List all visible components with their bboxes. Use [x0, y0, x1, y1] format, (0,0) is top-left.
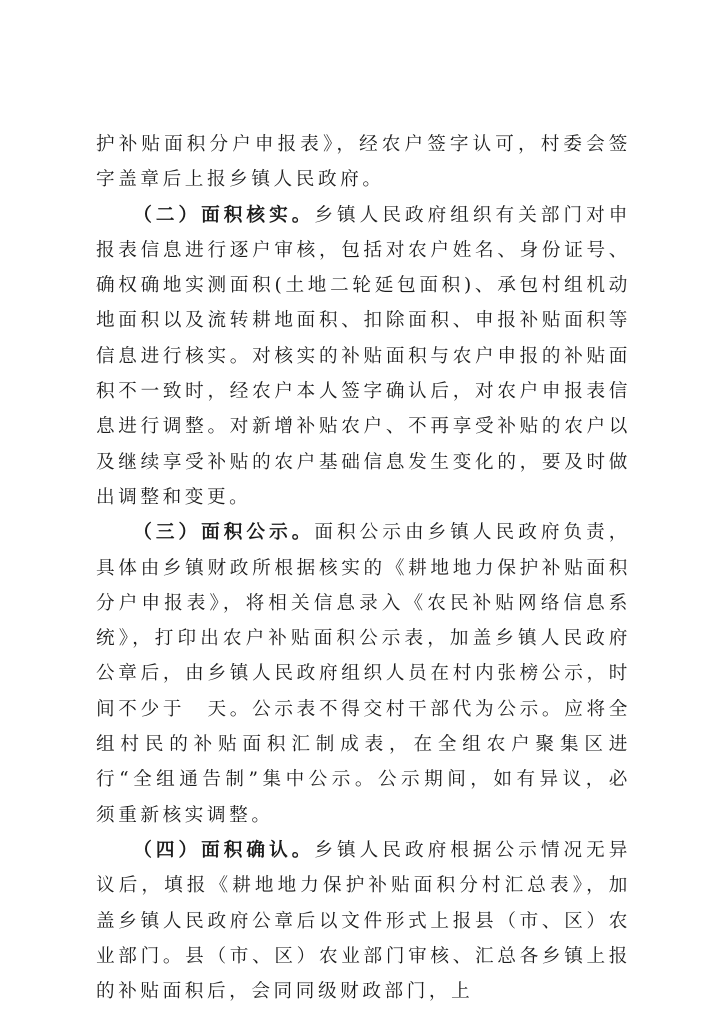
paragraph-1 — [96, 127, 631, 198]
paragraph-3 — [96, 515, 631, 833]
paragraph-3-heading: （三）面积公示。 — [133, 522, 315, 544]
paragraph-4-text: 乡镇人民政府根据公示情况无异议后，填报《耕地地力保护补贴面积分村汇总表》，加盖乡镇人民政府公章后以文件形式上报县（市、区）农业部门。县（市、区）农业部门审核、汇总各乡镇上报的补贴面积后，会同同级财政部门，上 — [96, 839, 631, 1003]
paragraph-4 — [96, 833, 631, 1009]
paragraph-2 — [96, 198, 631, 516]
paragraph-2-heading: （二）面积核实。 — [133, 204, 315, 226]
paragraph-3-text: 面积公示由乡镇人民政府负责，具体由乡镇财政所根据核实的《耕地地力保护补贴面积分户申报表》，将相关信息录入《农民补贴网络信息系统》，打印出农户补贴面积公示表，加盖乡镇人民政府公章后，由乡镇人民政府组织人员在村内张榜公示，时间不少于 天。公示表不得交村干部代为公示。应将全组村民的补贴面积汇制成表，在全组农户聚集区进行“全组通告制”集中公示。公示期间，如有异议，必须重新核实调整。 — [96, 522, 631, 826]
paragraph-2-text: 乡镇人民政府组织有关部门对申报表信息进行逐户审核，包括对农户姓名、身份证号、确权确地实测面积(土地二轮延包面积)、承包村组机动地面积以及流转耕地面积、扣除面积、申报补贴面积等信息进行核实。对核实的补贴面积与农户申报的补贴面积不一致时，经农户本人签字确认后，对农户申报表信息进行调整。对新增补贴农户、不再享受补贴的农户以及继续享受补贴的农户基础信息发生变化的，要及时做出调整和变更。 — [96, 204, 631, 508]
paragraph-4-heading: （四）面积确认。 — [133, 839, 315, 861]
document-body — [96, 127, 631, 1009]
paragraph-1-text: 护补贴面积分户申报表》，经农户签字认可，村委会签字盖章后上报乡镇人民政府。 — [96, 134, 631, 191]
